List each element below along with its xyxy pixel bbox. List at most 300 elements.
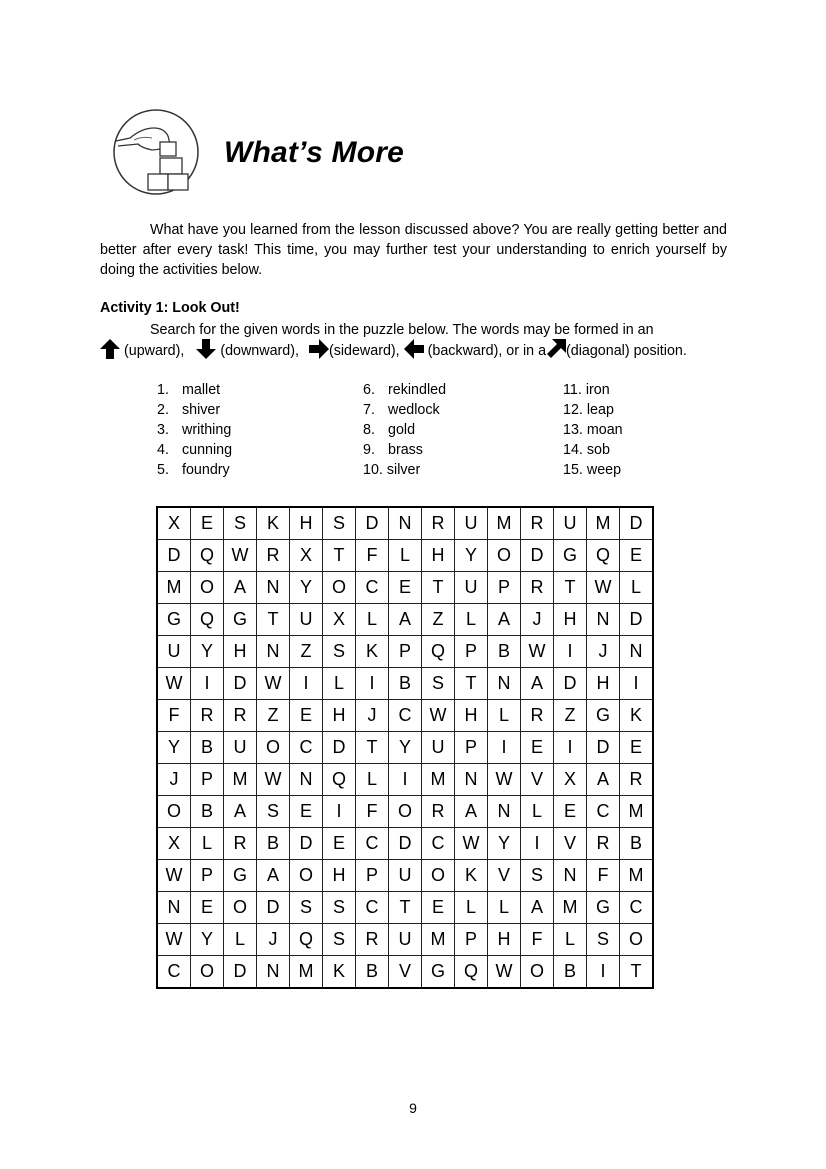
grid-row bbox=[157, 956, 653, 989]
grid-cell[interactable]: T bbox=[323, 540, 356, 572]
grid-cell[interactable]: X bbox=[157, 828, 191, 860]
grid-cell[interactable]: O bbox=[488, 540, 521, 572]
grid-cell[interactable]: B bbox=[191, 732, 224, 764]
grid-cell[interactable]: A bbox=[488, 604, 521, 636]
word-text: silver bbox=[386, 462, 421, 478]
grid-cell[interactable]: Q bbox=[455, 956, 488, 989]
grid-cell[interactable]: K bbox=[455, 860, 488, 892]
grid-cell[interactable]: I bbox=[290, 668, 323, 700]
grid-cell[interactable]: O bbox=[422, 860, 455, 892]
grid-cell[interactable]: M bbox=[157, 572, 191, 604]
grid-cell[interactable]: O bbox=[191, 572, 224, 604]
grid-cell[interactable]: G bbox=[554, 540, 587, 572]
grid-cell[interactable]: T bbox=[257, 604, 290, 636]
grid-cell[interactable]: D bbox=[620, 604, 654, 636]
grid-cell[interactable]: O bbox=[620, 924, 654, 956]
grid-cell[interactable]: R bbox=[587, 828, 620, 860]
grid-cell[interactable]: S bbox=[290, 892, 323, 924]
page-number: 9 bbox=[409, 1100, 417, 1116]
word-text: writhing bbox=[182, 422, 232, 438]
word-text: wedlock bbox=[388, 402, 440, 418]
grid-cell[interactable]: R bbox=[521, 700, 554, 732]
grid-cell[interactable]: A bbox=[257, 860, 290, 892]
grid-cell[interactable]: S bbox=[587, 924, 620, 956]
grid-cell[interactable]: M bbox=[620, 860, 654, 892]
grid-cell[interactable]: U bbox=[389, 860, 422, 892]
grid-cell[interactable]: N bbox=[488, 668, 521, 700]
grid-cell[interactable]: I bbox=[488, 732, 521, 764]
grid-cell[interactable]: R bbox=[257, 540, 290, 572]
grid-row bbox=[157, 636, 653, 668]
grid-cell[interactable]: I bbox=[554, 636, 587, 668]
grid-cell[interactable]: O bbox=[389, 796, 422, 828]
grid-cell[interactable]: B bbox=[257, 828, 290, 860]
arrow-diagonal-icon bbox=[546, 339, 566, 359]
grid-cell[interactable]: N bbox=[157, 892, 191, 924]
grid-cell[interactable]: R bbox=[620, 764, 654, 796]
word-number: 13. bbox=[563, 422, 583, 438]
hand-stacking-blocks-icon bbox=[112, 108, 200, 196]
grid-row bbox=[157, 828, 653, 860]
grid-cell[interactable]: G bbox=[587, 700, 620, 732]
word-text: weep bbox=[586, 462, 622, 478]
grid-cell[interactable]: E bbox=[620, 540, 654, 572]
grid-cell[interactable]: M bbox=[488, 507, 521, 540]
word-number: 5. bbox=[157, 462, 169, 478]
grid-cell[interactable]: M bbox=[620, 796, 654, 828]
grid-cell[interactable]: Z bbox=[290, 636, 323, 668]
grid-cell[interactable]: E bbox=[521, 732, 554, 764]
grid-row bbox=[157, 796, 653, 828]
grid-cell[interactable]: J bbox=[157, 764, 191, 796]
grid-cell[interactable]: H bbox=[554, 604, 587, 636]
grid-cell[interactable]: L bbox=[455, 892, 488, 924]
word-number: 8. bbox=[363, 422, 375, 438]
grid-cell[interactable]: I bbox=[389, 764, 422, 796]
grid-cell[interactable]: Y bbox=[389, 732, 422, 764]
grid-cell[interactable]: N bbox=[257, 956, 290, 989]
activity-title: Activity 1: Look Out! bbox=[100, 300, 240, 316]
grid-cell[interactable]: N bbox=[389, 507, 422, 540]
grid-cell[interactable]: D bbox=[323, 732, 356, 764]
grid-cell[interactable]: J bbox=[257, 924, 290, 956]
grid-cell[interactable]: E bbox=[290, 700, 323, 732]
word-item bbox=[363, 380, 446, 400]
grid-cell[interactable]: C bbox=[620, 892, 654, 924]
grid-cell[interactable]: U bbox=[224, 732, 257, 764]
grid-cell[interactable]: C bbox=[587, 796, 620, 828]
grid-cell[interactable]: D bbox=[224, 956, 257, 989]
grid-cell[interactable]: I bbox=[620, 668, 654, 700]
grid-cell[interactable]: P bbox=[356, 860, 389, 892]
word-list-column bbox=[563, 380, 623, 480]
grid-cell[interactable]: P bbox=[191, 764, 224, 796]
word-item bbox=[363, 420, 446, 440]
grid-cell[interactable]: G bbox=[224, 604, 257, 636]
grid-cell[interactable]: M bbox=[554, 892, 587, 924]
grid-cell[interactable]: W bbox=[587, 572, 620, 604]
grid-cell[interactable]: E bbox=[389, 572, 422, 604]
grid-cell[interactable]: C bbox=[157, 956, 191, 989]
grid-cell[interactable]: C bbox=[389, 700, 422, 732]
word-text: moan bbox=[586, 422, 623, 438]
grid-cell[interactable]: H bbox=[422, 540, 455, 572]
grid-cell[interactable]: I bbox=[191, 668, 224, 700]
grid-cell[interactable]: W bbox=[257, 764, 290, 796]
word-text: iron bbox=[585, 382, 610, 398]
grid-cell[interactable]: S bbox=[521, 860, 554, 892]
grid-row bbox=[157, 604, 653, 636]
grid-cell[interactable]: L bbox=[521, 796, 554, 828]
word-text: mallet bbox=[182, 382, 221, 398]
grid-cell[interactable]: Q bbox=[290, 924, 323, 956]
grid-cell[interactable]: S bbox=[422, 668, 455, 700]
grid-cell[interactable]: T bbox=[455, 668, 488, 700]
grid-cell[interactable]: S bbox=[323, 924, 356, 956]
grid-cell[interactable]: X bbox=[554, 764, 587, 796]
grid-cell[interactable]: V bbox=[488, 860, 521, 892]
grid-cell[interactable]: N bbox=[455, 764, 488, 796]
word-item bbox=[363, 460, 446, 480]
grid-cell[interactable]: F bbox=[157, 700, 191, 732]
grid-cell[interactable]: R bbox=[521, 507, 554, 540]
grid-cell[interactable]: G bbox=[224, 860, 257, 892]
grid-cell[interactable]: O bbox=[257, 732, 290, 764]
grid-cell[interactable]: U bbox=[290, 604, 323, 636]
grid-cell[interactable]: C bbox=[356, 828, 389, 860]
grid-cell[interactable]: N bbox=[290, 764, 323, 796]
grid-cell[interactable]: F bbox=[587, 860, 620, 892]
word-number: 3. bbox=[157, 422, 169, 438]
word-item bbox=[157, 460, 232, 480]
word-number: 10. bbox=[363, 462, 383, 478]
grid-cell[interactable]: W bbox=[157, 668, 191, 700]
word-text: rekindled bbox=[388, 382, 447, 398]
grid-cell[interactable]: F bbox=[356, 540, 389, 572]
grid-cell[interactable]: D bbox=[290, 828, 323, 860]
word-item bbox=[563, 380, 623, 400]
grid-row bbox=[157, 507, 653, 540]
grid-cell[interactable]: N bbox=[587, 604, 620, 636]
word-item bbox=[157, 420, 232, 440]
word-search-grid bbox=[156, 506, 654, 989]
grid-cell[interactable]: L bbox=[389, 540, 422, 572]
grid-cell[interactable]: I bbox=[521, 828, 554, 860]
grid-cell[interactable]: Z bbox=[554, 700, 587, 732]
grid-cell[interactable]: E bbox=[422, 892, 455, 924]
arrow-left-icon bbox=[404, 339, 424, 359]
grid-cell[interactable]: G bbox=[587, 892, 620, 924]
grid-cell[interactable]: L bbox=[356, 604, 389, 636]
grid-cell[interactable]: Y bbox=[157, 732, 191, 764]
grid-cell[interactable]: A bbox=[521, 892, 554, 924]
grid-cell[interactable]: B bbox=[191, 796, 224, 828]
grid-cell[interactable]: Y bbox=[488, 828, 521, 860]
word-text: shiver bbox=[182, 402, 221, 418]
grid-cell[interactable]: B bbox=[554, 956, 587, 989]
grid-cell[interactable]: W bbox=[224, 540, 257, 572]
grid-cell[interactable]: B bbox=[488, 636, 521, 668]
grid-cell[interactable]: Y bbox=[191, 924, 224, 956]
grid-cell[interactable]: J bbox=[587, 636, 620, 668]
grid-cell[interactable]: M bbox=[587, 507, 620, 540]
arrow-down-icon bbox=[196, 339, 216, 359]
grid-cell[interactable]: K bbox=[323, 956, 356, 989]
grid-row bbox=[157, 540, 653, 572]
grid-cell[interactable]: D bbox=[620, 507, 654, 540]
grid-cell[interactable]: F bbox=[356, 796, 389, 828]
grid-cell[interactable]: T bbox=[356, 732, 389, 764]
grid-cell[interactable]: N bbox=[620, 636, 654, 668]
grid-row bbox=[157, 892, 653, 924]
grid-cell[interactable]: Q bbox=[422, 636, 455, 668]
grid-row bbox=[157, 924, 653, 956]
word-item bbox=[563, 420, 623, 440]
grid-cell[interactable]: M bbox=[290, 956, 323, 989]
grid-cell[interactable]: I bbox=[356, 668, 389, 700]
grid-cell[interactable]: U bbox=[455, 572, 488, 604]
grid-cell[interactable]: U bbox=[157, 636, 191, 668]
grid-cell[interactable]: J bbox=[521, 604, 554, 636]
word-list-column bbox=[363, 380, 446, 480]
grid-cell[interactable]: K bbox=[257, 507, 290, 540]
grid-cell[interactable]: E bbox=[191, 507, 224, 540]
grid-cell[interactable]: S bbox=[323, 636, 356, 668]
grid-cell[interactable]: D bbox=[257, 892, 290, 924]
grid-cell[interactable]: H bbox=[224, 636, 257, 668]
grid-cell[interactable]: P bbox=[455, 636, 488, 668]
word-number: 14. bbox=[563, 442, 583, 458]
grid-cell[interactable]: N bbox=[257, 636, 290, 668]
grid-cell[interactable]: U bbox=[455, 507, 488, 540]
grid-cell[interactable]: V bbox=[521, 764, 554, 796]
grid-cell[interactable]: S bbox=[257, 796, 290, 828]
grid-cell[interactable]: Z bbox=[257, 700, 290, 732]
word-item bbox=[157, 380, 232, 400]
grid-cell[interactable]: A bbox=[389, 604, 422, 636]
grid-cell[interactable]: O bbox=[157, 796, 191, 828]
direction-label: (backward), or in a bbox=[427, 343, 547, 359]
grid-cell[interactable]: E bbox=[554, 796, 587, 828]
grid-cell[interactable]: H bbox=[290, 507, 323, 540]
grid-cell[interactable]: B bbox=[389, 668, 422, 700]
grid-cell[interactable]: U bbox=[389, 924, 422, 956]
grid-cell[interactable]: W bbox=[157, 860, 191, 892]
grid-cell[interactable]: V bbox=[389, 956, 422, 989]
grid-cell[interactable]: R bbox=[191, 700, 224, 732]
grid-cell[interactable]: F bbox=[521, 924, 554, 956]
grid-cell[interactable]: C bbox=[356, 892, 389, 924]
grid-cell[interactable]: L bbox=[323, 668, 356, 700]
grid-cell[interactable]: N bbox=[257, 572, 290, 604]
grid-cell[interactable]: N bbox=[554, 860, 587, 892]
grid-cell[interactable]: R bbox=[521, 572, 554, 604]
grid-cell[interactable]: H bbox=[488, 924, 521, 956]
grid-cell[interactable]: P bbox=[455, 924, 488, 956]
word-number: 9. bbox=[363, 442, 375, 458]
grid-cell[interactable]: S bbox=[224, 507, 257, 540]
grid-cell[interactable]: K bbox=[356, 636, 389, 668]
grid-cell[interactable]: Q bbox=[323, 764, 356, 796]
grid-cell[interactable]: W bbox=[157, 924, 191, 956]
grid-cell[interactable]: L bbox=[455, 604, 488, 636]
grid-cell[interactable]: I bbox=[587, 956, 620, 989]
word-number: 6. bbox=[363, 382, 375, 398]
grid-cell[interactable]: O bbox=[224, 892, 257, 924]
activity-instructions: Search for the given words in the puzzle below. The words may be formed in an bbox=[150, 322, 654, 338]
grid-cell[interactable]: G bbox=[157, 604, 191, 636]
grid-cell[interactable]: D bbox=[224, 668, 257, 700]
word-number: 11. bbox=[563, 382, 582, 398]
arrow-right-icon bbox=[309, 339, 329, 359]
word-text: brass bbox=[388, 442, 423, 458]
word-item bbox=[363, 440, 446, 460]
grid-cell[interactable]: W bbox=[455, 828, 488, 860]
grid-cell[interactable]: I bbox=[323, 796, 356, 828]
word-number: 1. bbox=[157, 382, 169, 398]
grid-cell[interactable]: P bbox=[455, 732, 488, 764]
grid-cell[interactable]: L bbox=[356, 764, 389, 796]
grid-cell[interactable]: H bbox=[323, 700, 356, 732]
grid-cell[interactable]: Q bbox=[587, 540, 620, 572]
grid-cell[interactable]: O bbox=[191, 956, 224, 989]
grid-cell[interactable]: L bbox=[620, 572, 654, 604]
grid-cell[interactable]: C bbox=[290, 732, 323, 764]
grid-cell[interactable]: A bbox=[521, 668, 554, 700]
grid-cell[interactable]: D bbox=[157, 540, 191, 572]
grid-cell[interactable]: H bbox=[323, 860, 356, 892]
grid-cell[interactable]: W bbox=[488, 764, 521, 796]
section-header bbox=[112, 108, 512, 198]
grid-cell[interactable]: Q bbox=[191, 604, 224, 636]
grid-cell[interactable]: N bbox=[488, 796, 521, 828]
grid-cell[interactable]: T bbox=[554, 572, 587, 604]
grid-cell[interactable]: L bbox=[554, 924, 587, 956]
grid-cell[interactable]: D bbox=[521, 540, 554, 572]
grid-cell[interactable]: O bbox=[290, 860, 323, 892]
word-item bbox=[363, 400, 446, 420]
grid-cell[interactable]: R bbox=[224, 828, 257, 860]
grid-cell[interactable]: Y bbox=[290, 572, 323, 604]
grid-cell[interactable]: P bbox=[191, 860, 224, 892]
grid-row bbox=[157, 732, 653, 764]
grid-cell[interactable]: U bbox=[554, 507, 587, 540]
grid-cell[interactable]: B bbox=[356, 956, 389, 989]
direction-label: (sideward), bbox=[328, 343, 400, 359]
grid-cell[interactable]: A bbox=[224, 572, 257, 604]
grid-cell[interactable]: D bbox=[356, 507, 389, 540]
grid-cell[interactable]: W bbox=[521, 636, 554, 668]
grid-cell[interactable]: Z bbox=[422, 604, 455, 636]
page-title: What’s More bbox=[224, 136, 405, 169]
grid-cell[interactable]: V bbox=[554, 828, 587, 860]
word-number: 7. bbox=[363, 402, 375, 418]
word-number: 2. bbox=[157, 402, 169, 418]
grid-cell[interactable]: K bbox=[620, 700, 654, 732]
grid-cell[interactable]: M bbox=[224, 764, 257, 796]
grid-cell[interactable]: L bbox=[488, 892, 521, 924]
grid-cell[interactable]: S bbox=[323, 892, 356, 924]
grid-cell[interactable]: E bbox=[191, 892, 224, 924]
grid-cell[interactable]: U bbox=[422, 732, 455, 764]
grid-cell[interactable]: R bbox=[422, 796, 455, 828]
grid-cell[interactable]: W bbox=[488, 956, 521, 989]
grid-row bbox=[157, 668, 653, 700]
grid-row bbox=[157, 860, 653, 892]
word-text: leap bbox=[586, 402, 614, 418]
grid-cell[interactable]: T bbox=[389, 892, 422, 924]
word-list-column bbox=[157, 380, 232, 480]
grid-cell[interactable]: A bbox=[224, 796, 257, 828]
grid-cell[interactable]: X bbox=[323, 604, 356, 636]
grid-cell[interactable]: M bbox=[422, 764, 455, 796]
grid-cell[interactable]: L bbox=[488, 700, 521, 732]
word-text: sob bbox=[586, 442, 610, 458]
grid-cell[interactable]: B bbox=[620, 828, 654, 860]
grid-cell[interactable]: E bbox=[290, 796, 323, 828]
grid-cell[interactable]: X bbox=[290, 540, 323, 572]
direction-label: (upward), bbox=[123, 343, 185, 359]
word-item bbox=[563, 400, 623, 420]
grid-cell[interactable]: H bbox=[587, 668, 620, 700]
word-item bbox=[157, 400, 232, 420]
grid-cell[interactable]: W bbox=[422, 700, 455, 732]
grid-cell[interactable]: T bbox=[620, 956, 654, 989]
grid-cell[interactable]: E bbox=[323, 828, 356, 860]
grid-cell[interactable]: Q bbox=[191, 540, 224, 572]
grid-cell[interactable]: G bbox=[422, 956, 455, 989]
grid-cell[interactable]: X bbox=[157, 507, 191, 540]
grid-cell[interactable]: D bbox=[587, 732, 620, 764]
word-number: 12. bbox=[563, 402, 583, 418]
word-text: gold bbox=[388, 422, 416, 438]
grid-cell[interactable]: P bbox=[389, 636, 422, 668]
grid-cell[interactable]: Y bbox=[455, 540, 488, 572]
grid-cell[interactable]: R bbox=[356, 924, 389, 956]
grid-cell[interactable]: A bbox=[455, 796, 488, 828]
grid-cell[interactable]: T bbox=[422, 572, 455, 604]
direction-legend bbox=[100, 339, 730, 361]
grid-cell[interactable]: L bbox=[191, 828, 224, 860]
grid-cell[interactable]: W bbox=[257, 668, 290, 700]
grid-cell[interactable]: M bbox=[422, 924, 455, 956]
direction-label: (downward), bbox=[220, 343, 299, 359]
grid-row bbox=[157, 572, 653, 604]
grid-cell[interactable]: R bbox=[422, 507, 455, 540]
grid-cell[interactable]: C bbox=[356, 572, 389, 604]
word-item bbox=[157, 440, 232, 460]
grid-cell[interactable]: A bbox=[587, 764, 620, 796]
intro-paragraph: What have you learned from the lesson discussed above? You are really getting better and better after every task! This time, you may further test your understanding to enrich yourself by doing the activities below. bbox=[100, 222, 727, 278]
grid-cell[interactable]: J bbox=[356, 700, 389, 732]
word-number: 4. bbox=[157, 442, 169, 458]
grid-cell[interactable]: Y bbox=[191, 636, 224, 668]
grid-cell[interactable]: H bbox=[455, 700, 488, 732]
grid-cell[interactable]: D bbox=[554, 668, 587, 700]
grid-cell[interactable]: O bbox=[323, 572, 356, 604]
grid-cell[interactable]: I bbox=[554, 732, 587, 764]
grid-cell[interactable]: P bbox=[488, 572, 521, 604]
grid-cell[interactable]: S bbox=[323, 507, 356, 540]
grid-cell[interactable]: E bbox=[620, 732, 654, 764]
grid-cell[interactable]: D bbox=[389, 828, 422, 860]
arrow-up-icon bbox=[100, 339, 120, 359]
grid-cell[interactable]: L bbox=[224, 924, 257, 956]
grid-cell[interactable]: R bbox=[224, 700, 257, 732]
grid-cell[interactable]: O bbox=[521, 956, 554, 989]
direction-label: (diagonal) position. bbox=[566, 343, 687, 359]
grid-cell[interactable]: C bbox=[422, 828, 455, 860]
